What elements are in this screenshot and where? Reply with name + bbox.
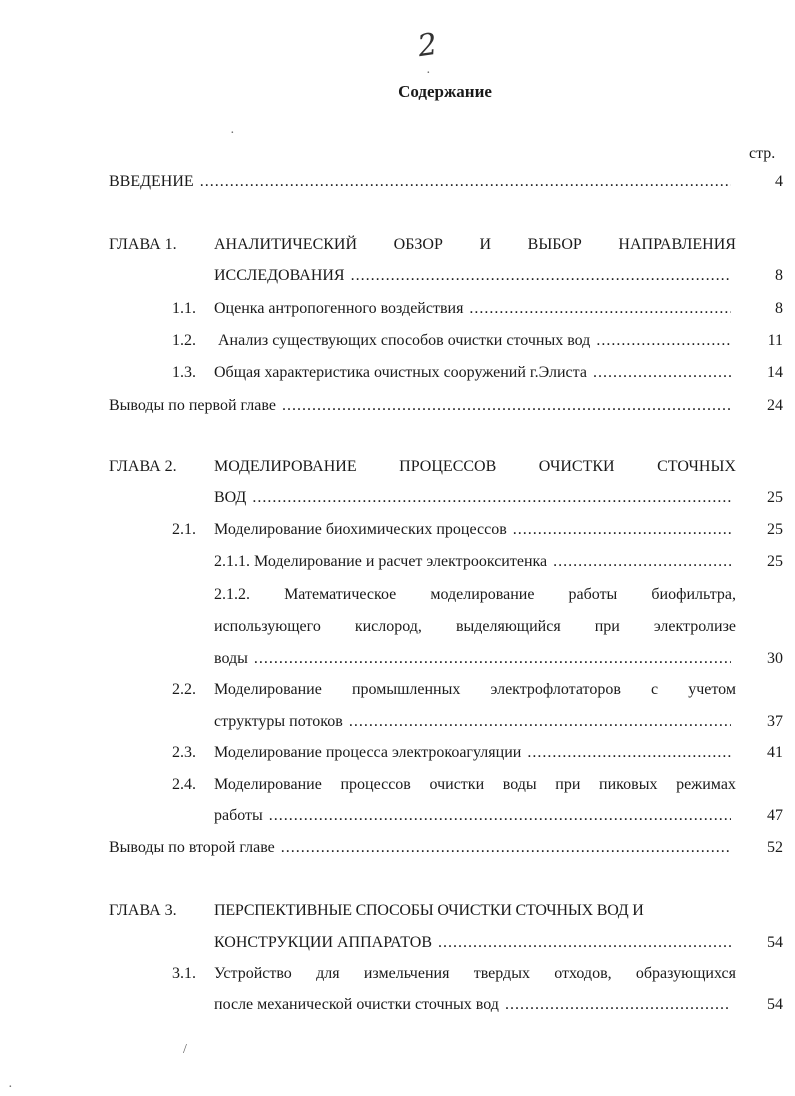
dot-leader [553,551,731,573]
toc-entry-page: 25 [767,489,783,506]
section-number: 1.3. [172,364,196,381]
toc-entry-2-2-line2 [214,711,783,733]
toc-entry-1-2 [218,330,783,352]
toc-entry-2-4-line2 [214,805,783,827]
toc-entry-1-1 [214,298,783,320]
toc-entry-3-1-line2 [214,994,783,1016]
word: Моделирование [214,681,322,698]
toc-entry-label: структуры потоков [214,713,343,730]
toc-entry-3-1-line1 [214,963,736,985]
toc-entry-2-1-2-line2 [214,616,736,638]
word: биофильтра, [651,586,736,603]
dot-leader [282,395,731,417]
toc-entry-label: Выводы по второй главе [109,839,275,856]
chapter1-number: ГЛАВА 1. [109,236,177,253]
dot-leader [513,519,731,541]
word: образующихся [635,965,736,982]
dot-leader [527,742,731,764]
word: воды [502,776,537,793]
word: учетом [688,681,736,698]
word: использующего [214,618,321,635]
toc-entry-page: 52 [767,839,783,856]
word: для [316,965,340,982]
chapter3-title-line2 [214,932,783,954]
section-number: 1.1. [172,300,196,317]
word: процессов [340,776,411,793]
toc-entry-page: 11 [767,332,783,349]
chapter2-title-line2 [214,487,783,509]
word: режимах [676,776,736,793]
toc-entry-page: 30 [767,650,783,667]
chapter3-title-line1: ПЕРСПЕКТИВНЫЕ СПОСОБЫ ОЧИСТКИ СТОЧНЫХ ВОД И [214,902,644,919]
toc-entry-label: КОНСТРУКЦИИ АППАРАТОВ [214,934,432,951]
word: ОЧИСТКИ [538,458,615,475]
dot-leader [254,648,731,670]
scan-speck: · [230,126,235,141]
word: промышленных [351,681,461,698]
word: при [594,618,620,635]
dot-leader [438,932,731,954]
toc-entry-label: Оценка антропогенного воздействия [214,300,464,317]
handwritten-page-number: 2 [415,26,440,65]
dot-leader [252,487,731,509]
toc-entry-page: 14 [767,364,783,381]
toc-entry-2-3 [214,742,783,764]
chapter2-title-line1 [214,456,736,478]
toc-entry-2-1-1 [214,551,783,573]
toc-entry-label: Выводы по первой главе [109,397,276,414]
word: кислород, [354,618,422,635]
dot-leader [351,265,731,287]
toc-entry-label: 2.1.1. Моделирование и расчет электроокситенка [214,553,548,570]
word: работы [568,586,618,603]
word: МОДЕЛИРОВАНИЕ [214,458,357,475]
toc-entry-page: 24 [767,397,783,414]
dot-leader [349,711,731,733]
section-number: 3.1. [172,965,196,982]
chapter1-title-line2 [214,265,783,287]
word: Устройство [214,965,292,982]
toc-entry-intro [109,171,783,193]
chapter3-number: ГЛАВА 3. [109,902,177,919]
word: электрофлотаторов [490,681,621,698]
toc-entry-page: 8 [775,300,783,317]
word: АНАЛИТИЧЕСКИЙ [214,236,358,253]
toc-entry-2-2-line1 [214,679,736,701]
word: Математическое [284,586,397,603]
toc-entry-page: 54 [767,934,783,951]
word: отходов, [554,965,612,982]
word: твердых [473,965,530,982]
toc-entry-label: после механической очистки сточных вод [214,996,499,1013]
word: измельчения [363,965,450,982]
word: электролизе [653,618,736,635]
word: с [651,681,659,698]
word: И [479,236,492,253]
dot-leader [200,171,731,193]
toc-entry-label: работы [214,807,263,824]
chapter1-title-line1 [214,234,736,256]
toc-entry-label: ВОД [214,489,247,506]
word: НАПРАВЛЕНИЯ [618,236,736,253]
toc-entry-page: 37 [767,713,783,730]
toc-entry-page: 4 [775,173,783,190]
toc-entry-2-1-2-line3 [214,648,783,670]
toc-entry-page: 47 [767,807,783,824]
word: очистки [429,776,485,793]
word: ПРОЦЕССОВ [399,458,497,475]
scan-speck: · [8,1080,13,1095]
toc-entry-label: Анализ существующих способов очистки сточных вод [218,332,591,349]
toc-entry-chapter1-conclusion [109,395,783,417]
word: при [555,776,581,793]
toc-entry-page: 25 [767,521,783,538]
word: пиковых [599,776,658,793]
dot-leader [469,298,731,320]
toc-entry-page: 54 [767,996,783,1013]
word: ОБЗОР [393,236,443,253]
toc-entry-label: воды [214,650,248,667]
toc-entry-2-4-line1 [214,774,736,796]
document-title: Содержание [398,82,492,101]
toc-entry-chapter2-conclusion [109,837,783,859]
dot-leader [593,362,731,384]
section-number: 2.2. [172,681,196,698]
toc-entry-label: Моделирование процесса электрокоагуляции [214,744,522,761]
toc-entry-page: 8 [775,267,783,284]
chapter2-number: ГЛАВА 2. [109,458,177,475]
dot-leader [281,837,731,859]
section-number: 2.4. [172,776,196,793]
toc-entry-label: ВВЕДЕНИЕ [109,173,194,190]
section-number: 1.2. [172,332,196,349]
page-column-label: стр. [749,145,776,162]
toc-entry-1-3 [214,362,783,384]
word: 2.1.2. [214,586,250,603]
toc-entry-label: Общая характеристика очистных сооружений г.Элиста [214,364,587,381]
scan-speck: · [426,66,431,81]
dot-leader [596,330,731,352]
dot-leader [505,994,731,1016]
toc-entry-page: 25 [767,553,783,570]
word: моделирование [430,586,535,603]
toc-entry-label: Моделирование биохимических процессов [214,521,507,538]
word: СТОЧНЫХ [657,458,736,475]
dot-leader [269,805,731,827]
toc-entry-page: 41 [767,744,783,761]
word: ВЫБОР [527,236,582,253]
toc-entry-label: ИССЛЕДОВАНИЯ [214,267,345,284]
toc-entry-2-1-2-line1 [214,584,736,606]
word: Моделирование [214,776,322,793]
section-number: 2.3. [172,744,196,761]
toc-entry-2-1 [214,519,783,541]
section-number: 2.1. [172,521,196,538]
word: выделяющийся [455,618,561,635]
scan-speck: / [183,1042,187,1057]
